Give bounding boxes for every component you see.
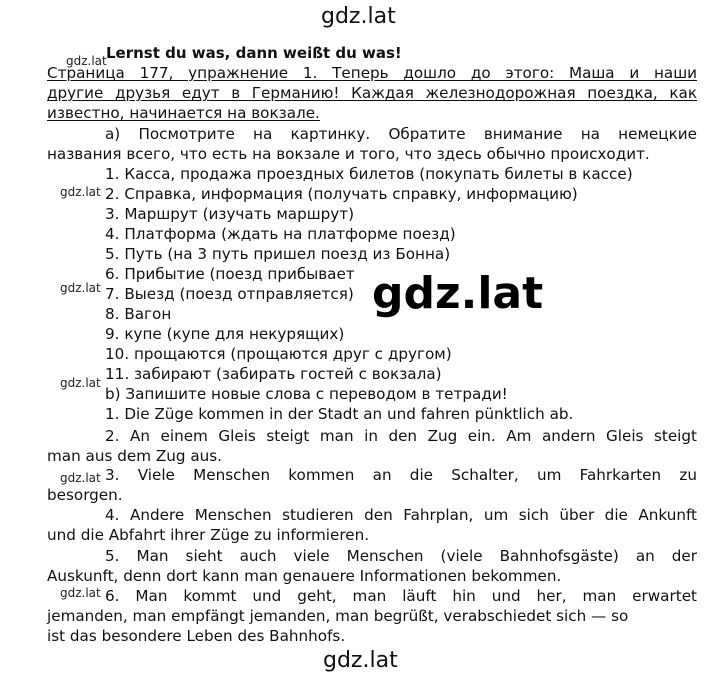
watermark-big: gdz.lat bbox=[372, 268, 544, 319]
watermark-small: gdz.lat bbox=[60, 471, 101, 485]
german-line: ist das besondere Leben des Bahnhofs. bbox=[47, 627, 346, 645]
german-line: 4. Andere Menschen studieren den Fahrplan, um sich über die Ankunft bbox=[105, 506, 697, 524]
german-line: 3. Viele Menschen kommen an die Schalter, um Fahrkarten zu bbox=[105, 466, 697, 484]
page-heading: Lernst du was, dann weißt du was! bbox=[106, 44, 402, 62]
task-b-line: b) Запишите новые слова с переводом в тетради! bbox=[105, 385, 508, 403]
watermark-top: gdz.lat bbox=[321, 4, 396, 29]
german-line: Auskunft, denn dort kann man genauere Informationen bekommen. bbox=[47, 567, 562, 585]
watermark-small: gdz.lat bbox=[66, 54, 107, 68]
vocab-item: 5. Путь (на 3 путь пришел поезд из Бонна) bbox=[105, 245, 451, 263]
vocab-item: 10. прощаются (прощаются друг с другом) bbox=[105, 345, 452, 363]
vocab-item: 11. забирают (забирать гостей с вокзала) bbox=[105, 365, 442, 383]
german-line: besorgen. bbox=[47, 486, 123, 504]
intro-line: известно, начинается на вокзале. bbox=[47, 104, 320, 122]
vocab-item: 4. Платформа (ждать на платформе поезд) bbox=[105, 225, 456, 243]
watermark-small: gdz.lat bbox=[60, 586, 101, 600]
watermark-small: gdz.lat bbox=[60, 281, 101, 295]
watermark-small: gdz.lat bbox=[60, 185, 101, 199]
vocab-item: 2. Справка, информация (получать справку, информацию) bbox=[105, 185, 578, 203]
vocab-item: 3. Маршрут (изучать маршрут) bbox=[105, 205, 355, 223]
task-a-line: названия всего, что есть на вокзале и того, что здесь обычно происходит. bbox=[47, 145, 650, 163]
vocab-item: 8. Вагон bbox=[105, 305, 172, 323]
german-line: 2. An einem Gleis steigt man in den Zug ein. Am andern Gleis steigt bbox=[105, 427, 697, 445]
intro-line: Страница 177, упражнение 1. Теперь дошло до этого: Маша и наши bbox=[47, 64, 697, 82]
intro-line: другие друзья едут в Германию! Каждая железнодорожная поездка, как bbox=[47, 84, 697, 102]
german-line: 6. Man kommt und geht, man läuft hin und her, man erwartet bbox=[105, 587, 697, 605]
vocab-item: 7. Выезд (поезд отправляется) bbox=[105, 285, 354, 303]
vocab-item: 6. Прибытие (поезд прибывает bbox=[105, 265, 355, 283]
german-line: und die Abfahrt ihrer Züge zu informieren. bbox=[47, 526, 370, 544]
german-line: jemanden, man empfängt jemanden, man begrüßt, verabschiedet sich — so bbox=[47, 607, 629, 625]
task-a-line: а) Посмотрите на картинку. Обратите внимание на немецкие bbox=[105, 125, 697, 143]
watermark-small: gdz.lat bbox=[60, 376, 101, 390]
vocab-item: 1. Касса, продажа проездных билетов (покупать билеты в кассе) bbox=[105, 165, 633, 183]
german-line: 1. Die Züge kommen in der Stadt an und fahren pünktlich ab. bbox=[105, 405, 574, 423]
vocab-item: 9. купе (купе для некурящих) bbox=[105, 325, 345, 343]
watermark-bottom: gdz.lat bbox=[323, 648, 398, 673]
german-line: 5. Man sieht auch viele Menschen (viele Bahnhofsgäste) an der bbox=[105, 547, 697, 565]
german-line: man aus dem Zug aus. bbox=[47, 447, 223, 465]
